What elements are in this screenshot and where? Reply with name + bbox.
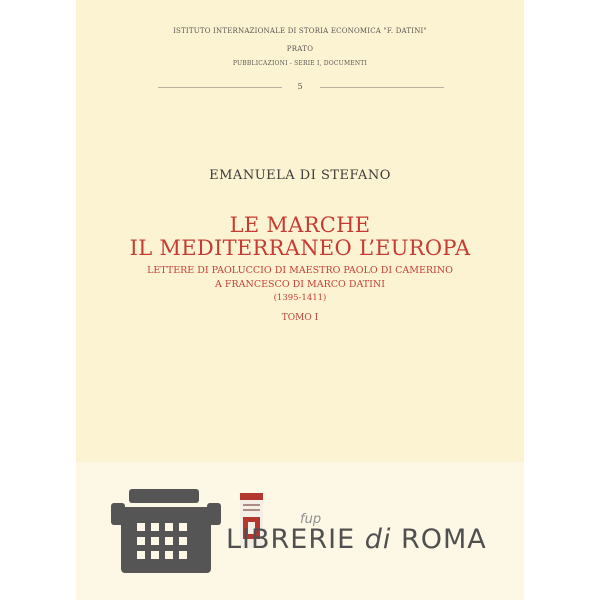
series-collection: PUBBLICAZIONI - SERIE I, DOCUMENTI	[232, 60, 368, 67]
volume-label: TOMO I	[281, 313, 319, 323]
fup-mark: fup	[300, 512, 322, 527]
subtitle-line-1: LETTERE DI PAOLUCCIO DI MAESTRO PAOLO DI CAMERINO	[147, 265, 453, 276]
brand-word-librerie: LIBRERIE	[226, 524, 356, 555]
book-title-line-1: LE MARCHE	[229, 213, 371, 237]
series-city: PRATO	[286, 45, 314, 53]
subtitle-dates: (1395-1411)	[273, 293, 327, 303]
series-institute: ISTITUTO INTERNAZIONALE DI STORIA ECONOMICA "F. DATINI"	[173, 27, 427, 35]
brand-word-di: di	[364, 524, 392, 555]
rule-right	[320, 87, 444, 88]
subtitle-line-2: A FRANCESCO DI MARCO DATINI	[215, 279, 385, 290]
book-title-line-2: IL MEDITERRANEO L’EUROPA	[129, 236, 471, 260]
author-name: EMANUELA DI STEFANO	[209, 168, 391, 183]
typewriter-icon	[107, 485, 225, 577]
brand-word-roma: ROMA	[400, 524, 487, 555]
series-number: 5	[297, 82, 303, 91]
watermark-brand	[226, 524, 487, 555]
